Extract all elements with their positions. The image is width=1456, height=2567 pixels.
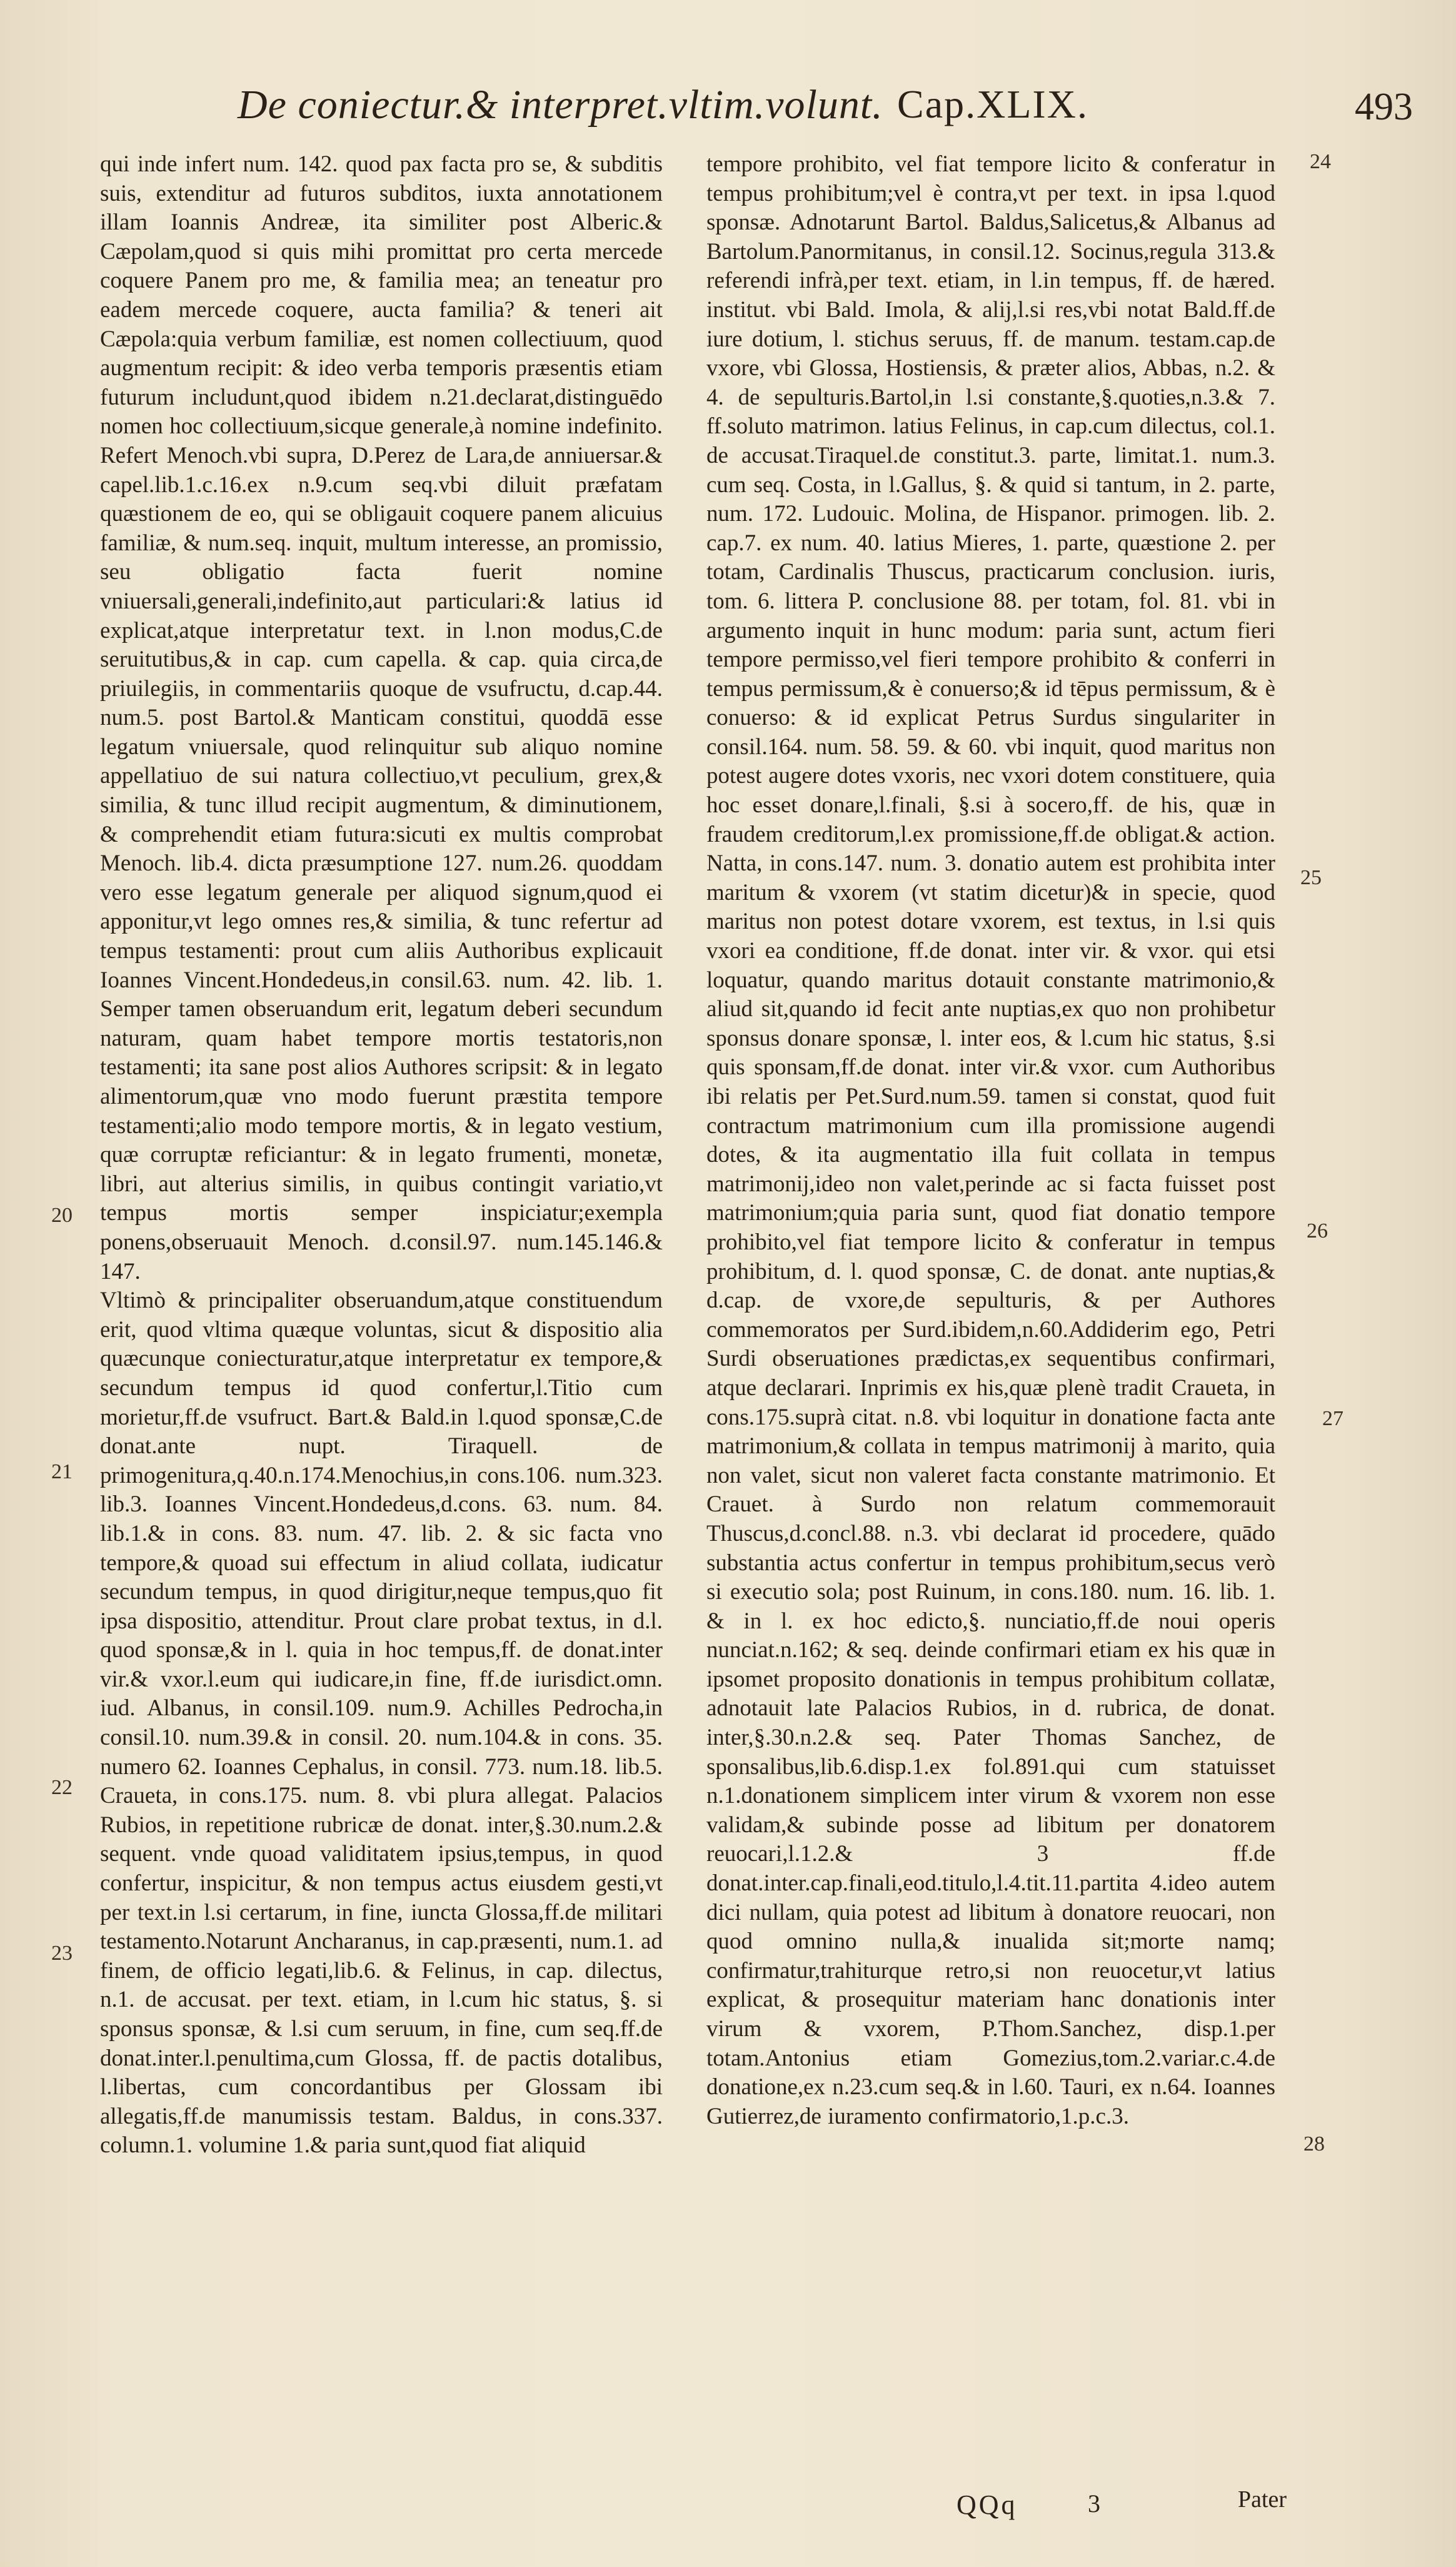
left-paragraph-2: Vltimò & principaliter obseruandum,atque constituendum erit, quod vltima quæque voluntas, sicut & dispositio alia quæcunque coniecturatur,atque interpretatur ex tempore,& secundum tempus id quod confertur,l.Titio cum morietur,ff.de vsufruct. Bart.& Bald.in l.quod sponsæ,C.de donat.ante nupt. Tiraquell. de primogenitura,q.40.n.174.Menochius,in cons.106. num.323. lib.3. Ioannes Vincent.Hondedeus,d.cons. 63. num. 84. lib.1.& in cons. 83. num. 47. lib. 2. & sic facta vno tempore,& quoad sui effectum in aliud collata, iudicatur secundum tempus, in quod dirigitur,neque tempus,quo fit ipsa dispositio, attenditur. Prout clare probat textus, in d.l. quod sponsæ,& in l. quia in hoc tempus,ff. de donat.inter vir.& vxor.l.eum qui iudicare,in fine, ff.de iurisdict.omn. iud. Albanus, in consil.109. num.9. Achilles Pedrocha,in consil.10. num.39.& in consil. 20. num.104.& in cons. 35. numero 62. Ioannes Cephalus, in consil. 773. num.18. lib.5. Craueta, in cons.175. num. 8. vbi plura allegat. Palacios Rubios, in repetitione rubricæ de donat. inter,§.30.num.2.& sequent. vnde quoad validitatem ipsius,tempus, in quod confertur, inspicitur, & non tempus actus eiusdem gesti,vt per text.in l.si certarum, in fine, iuncta Glossa,ff.de militari testamento.Notarunt Ancharanus, in cap.præsenti, num.1. ad finem, de officio legati,lib.6. & Felinus, in cap. dilectus, n.1. de accusat. per text. etiam, in l.cum hic status, §. si sponsus sponsæ, & l.si cum seruum, in fine, cum seq.ff.de donat.inter.l.penultima,cum Glossa, ff. de pactis dotalibus, l.libertas, cum concordantibus per Glossam ibi allegatis,ff.de manumissis testam. Baldus, in cons.337. column.1. volumine 1.& paria sunt,quod fiat aliquid (100, 1288, 663, 2159)
page-number: 493 (1355, 86, 1413, 128)
margin-number-28: 28 (1303, 2132, 1325, 2156)
margin-number-25: 25 (1300, 866, 1322, 889)
signature-mark: QQq (956, 2489, 1018, 2520)
margin-number-20: 20 (51, 1204, 73, 1227)
margin-number-23: 23 (51, 1942, 73, 1965)
margin-number-21: 21 (51, 1460, 73, 1483)
margin-number-27: 27 (1322, 1407, 1343, 1430)
running-title: De coniectur.& interpret.vltim.volunt. (238, 82, 883, 128)
catchword: Pater (1238, 2486, 1287, 2513)
left-paragraph-1: qui inde infert num. 142. quod pax facta pro se, & subditis suis, extenditur ad futuros subditos, iuxta annotationem illam Ioannis Andreæ, ita similiter post Alberic.& Cæpolam,quod si quis mihi promittat pro certa mercede coquere Panem pro me, & familia mea; an teneatur pro eadem mercede coquere, aucta familia? & teneri ait Cæpola:quia verbum familiæ, est nomen collectiuum, quod augmentum recipit: & ideo verba temporis præsentis etiam futurum includunt,quod ibidem n.21.declarat,distinguēdo nomen hoc collectiuum,sicque generale,à nomine indefinito. Refert Menoch.vbi supra, D.Perez de Lara,de anniuersar.& capel.lib.1.c.16.ex n.9.cum seq.vbi diluit præfatam quæstionem de eo, qui se obligauit coquere panem alicuius familiæ, & num.seq. inquit, multum interesse, an promissio, seu obligatio facta fuerit nomine vniuersali,generali,indefinito,aut particulari:& latius id explicat,atque interpretatur text. in l.non modus,C.de seruitutibus,& in cap. cum capella. & cap. quia circa,de priuilegiis, in commentariis quoque de vsufructu, d.cap.44. num.5. post Bartol.& Manticam constitui, quoddā esse legatum vniuersale, quod relinquitur sub aliquo nomine appellatiuo de sui natura collectiuo,vt peculium, grex,& similia, & tunc illud recipit augmentum, & diminutionem, & comprehendit etiam futura:sicuti ex multis comprobat Menoch. lib.4. dicta præsumptione 127. num.26. quoddam vero esse legatum generale per aliquod signum,quod ei apponitur,vt lego omnes res,& similia, & tunc refertur ad tempus testamenti: prout cum aliis Authoribus explicauit Ioannes Vincent.Hondedeus,in consil.63. num. 42. lib. 1. Semper tamen obseruandum erit, legatum deberi secundum naturam, quam habet tempore mortis testatoris,non testamenti; ita sane post alios Authores scripsit: & in legato alimentorum,quæ vno modo fuerunt præstita tempore testamenti;alio modo tempore mortis, & in legato vestium, quæ corruptæ reficiantur: & in legato frumenti, monetæ, libri, aut alterius similis, in quibus contingit variatio,vt tempus mortis semper inspiciatur;exempla ponens,obseruauit Menoch. d.consil.97. num.145.146.& 147. (100, 151, 663, 1284)
page-header (238, 81, 1413, 138)
margin-number-24: 24 (1310, 150, 1331, 173)
signature-number: 3 (1088, 2489, 1100, 2518)
right-column (706, 150, 1275, 2131)
chapter-label: Cap.XLIX. (897, 82, 1088, 126)
left-column (100, 150, 663, 2161)
margin-number-22: 22 (51, 1776, 73, 1799)
right-paragraph-1: tempore prohibito, vel fiat tempore licito & conferatur in tempus prohibitum;vel è contra,vt per text. in ipsa l.quod sponsæ. Adnotarunt Bartol. Baldus,Salicetus,& Albanus ad Bartolum.Panormitanus, in consil.12. Socinus,regula 313.& referendi infrà,per text. etiam, in l.in tempus, ff. de hæred. institut. vbi Bald. Imola, & alij,l.si res,vbi notat Bald.ff.de iure dotium, l. stichus seruus, ff. de manum. testam.cap.de vxore, vbi Glossa, Hostiensis, & præter alios, Abbas, n.2. & 4. de sepulturis.Bartol,in l.si constante,§.quoties,n.3.& 7. ff.soluto matrimon. latius Felinus, in cap.cum dilectus, col.1. de accusat.Tiraquel.de constitut.3. parte, limitat.1. num.3. cum seq. Costa, in l.Gallus, §. & quid si tantum, in 2. parte, num. 172. Ludouic. Molina, de Hispanor. primogen. lib. 2. cap.7. ex num. 40. latius Mieres, 1. parte, quæstione 2. per totam, Cardinalis Thuscus, practicarum conclusion. iuris, tom. 6. littera P. conclusione 88. per totam, fol. 81. vbi in argumento inquit in hunc modum: paria sunt, actum fieri tempore permisso,vel fieri tempore prohibito & conferri in tempus permissum,& è conuerso;& id tēpus permissum, & è conuerso: & id explicat Petrus Surdus singulariter in consil.164. num. 58. 59. & 60. vbi inquit, quod maritus non potest augere dotes vxoris, nec vxori dotem constituere, quia hoc esset donare,l.finali, §.si à socero,ff. de his, quæ in fraudem creditorum,l.ex promissione,ff.de obligat.& action. Natta, in cons.147. num. 3. donatio autem est prohibita inter maritum & vxorem (vt statim dicetur)& in specie, quod maritus non potest dotare vxorem, est textus, in l.si quis vxori ea conditione, ff.de donat. inter vir. & vxor. qui etsi loquatur, quando maritus dotauit constante matrimonio,& aliud sit,quando id fecit ante nuptias,ex quo non prohibetur sponsus donare sponsæ, l. inter eos, & l.cum hic status, §.si quis sponsam,ff.de donat. inter vir.& vxor. cum Authoribus ibi relatis per Pet.Surd.num.59. tamen si constat, quod fuit contractum matrimonium cum illa promissione augendi dotes, & ita augmentatio illa fuit collata in tempus matrimonij,ideo non valet,perinde ac si facta fuisset post matrimonium;quia paria sunt, quod fiat donatio tempore prohibito,vel fiat tempore licito & conferatur in tempus prohibitum, d. l. quod sponsæ, C. de donat. ante nuptias,& d.cap. de vxore,de sepulturis, & per Authores commemoratos per Surd.ibidem,n.60.Addiderim ego, Petri Surdi obseruationes prædictas,ex sequentibus confirmari, atque declarari. Inprimis ex his,quæ plenè tradit Craueta, in cons.175.suprà citat. n.8. vbi loquitur in donatione facta ante matrimonium,& collata in tempus matrimonij à marito, quia non valet, sicut non valeret facta constante matrimonio. Et Crauet. à Surdo non relatum commemorauit Thuscus,d.concl.88. n.3. vbi declarat id procedere, quādo substantia actus confertur in tempus prohibitum,secus verò si executio sola; post Ruinum, in cons.180. num. 16. lib. 1. & in l. ex hoc edicto,§. nunciatio,ff.de noui operis nunciat.n.162; & seq. deinde confirmari etiam ex his quæ in ipsomet proposito donationis in tempus prohibitum collatæ, adnotauit late Palacios Rubios, in d. rubrica, de donat. inter,§.30.n.2.& seq. Pater Thomas Sanchez, de sponsalibus,lib.6.disp.1.ex fol.891.qui cum statuisset n.1.donationem simplicem inter virum & vxorem non esse validam,& subinde posse ad libitum per donatorem reuocari,l.1.2.& 3 ff.de donat.inter.cap.finali,eod.titulo,l.4.tit.11.partita 4.ideo autem dici nullam, quia potest ad libitum à donatore reuocari, non quod omnino nulla,& inualida sit;morte namq; confirmatur,trahiturque retro,si non reuocetur,vt latius explicat, & prosequitur materiam hanc donationis inter virum & vxorem, P.Thom.Sanchez, disp.1.per totam.Antonius etiam Gomezius,tom.2.variar.c.4.de donatione,ex n.23.cum seq.& in l.60. Tauri, ex n.64. Ioannes Gutierrez,de iuramento confirmatorio,1.p.c.3. (706, 151, 1275, 2129)
margin-number-26: 26 (1307, 1219, 1328, 1243)
